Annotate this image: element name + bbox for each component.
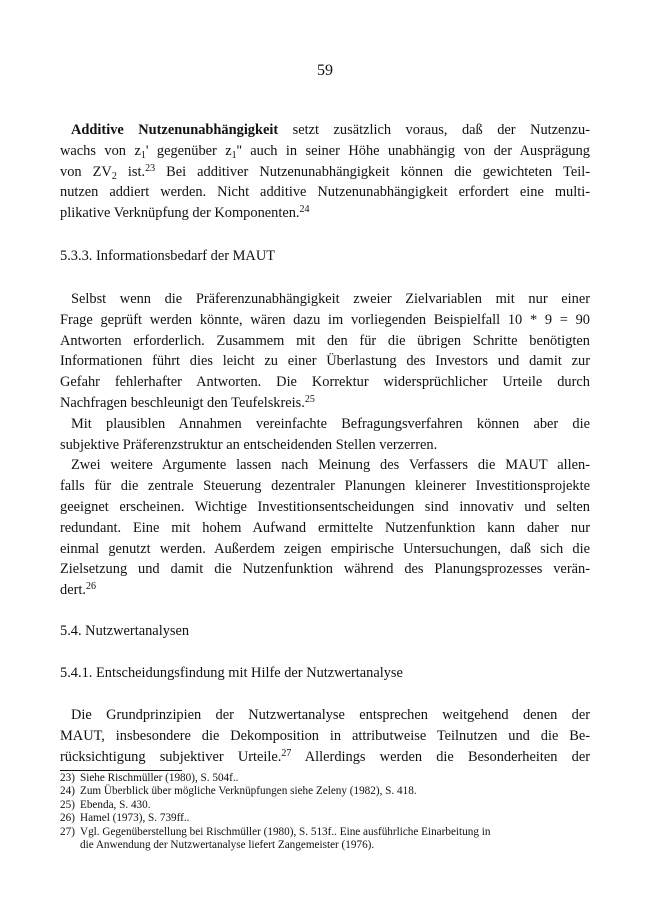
subscript: 1	[231, 149, 237, 161]
text-line: MAUT, insbesondere die Dekomposition in attributweise Teilnutzen und die Be-	[60, 727, 590, 744]
text-span: dert.	[60, 582, 86, 599]
text-line: Mit plausiblen Annahmen vereinfachte Befragungsverfahren können aber die	[71, 415, 590, 432]
text-line: falls für die zentrale Steuerung dezentraler Planungen kleinerer Investitionsprojekte	[60, 478, 590, 495]
text-line: Antworten erforderlich. Zusammem mit den für die übrigen Schritte benötigten	[60, 332, 590, 349]
text-line: subjektive Präferenzstruktur an entscheidenden Stellen verzerren.	[60, 436, 438, 453]
text-line: geeignet erscheinen. Wichtige Investitionsentscheidungen sind innovativ und selten	[60, 498, 590, 515]
text-span: ' gegenüber z	[145, 142, 232, 159]
footnote-separator	[60, 770, 182, 771]
footnote-item	[60, 772, 600, 785]
text-span: plikative Verknüpfung der Komponenten.	[60, 205, 300, 222]
footnote-item	[60, 785, 600, 798]
page-number: 59	[317, 62, 333, 79]
text-line: Frage geprüft werden könnte, wären dazu im vorliegenden Beispielfall 10 * 9 = 90	[60, 311, 590, 328]
footnote-text: Zum Überblick über mögliche Verknüpfungen siehe Zeleny (1982), S. 418.	[80, 785, 417, 798]
paragraph-information-requirements	[60, 289, 590, 601]
text-line: redundant. Eine mit hohem Aufwand ermittelte Nutzenfunktion kann daher nur	[60, 519, 590, 536]
footnote-number: 27)	[60, 825, 75, 838]
text-line: nutzen addiert werden. Nicht additive Nutzenunabhängigkeit erfordert eine multi-	[60, 184, 590, 201]
text-line: Informationen führt dies leicht zu einer Überlastung des Investors und damit zur	[60, 353, 590, 370]
footnote-ref: 25	[304, 393, 315, 405]
footnote-text: Ebenda, S. 430.	[80, 798, 151, 811]
text-span: rücksichtigung subjektiver Urteile.	[60, 748, 282, 765]
text-span: Bei additiver Nutzenunabhängigkeit können die gewichteten Teil-	[155, 163, 590, 180]
section-heading-5-4-1: 5.4.1. Entscheidungsfindung mit Hilfe der Nutzwertanalyse	[60, 665, 403, 681]
text-line	[60, 120, 590, 141]
footnotes-list	[60, 772, 600, 852]
section-heading-5-3-3: 5.3.3. Informationsbedarf der MAUT	[60, 248, 276, 264]
footnote-ref: 23	[145, 162, 156, 174]
footnote-text: Siehe Rischmüller (1980), S. 504f..	[80, 772, 239, 784]
text-line	[60, 141, 590, 162]
text-span: '' auch in seiner Höhe unabhängig von der Ausprägung	[236, 142, 590, 159]
footnote-text-line: Vgl. Gegenüberstellung bei Rischmüller (1980), S. 513f.. Eine ausführliche Einarbeitung in	[80, 825, 491, 838]
paragraph-utility-analysis	[60, 705, 590, 767]
footnote-number: 23)	[60, 772, 75, 784]
subscript: 1	[140, 149, 146, 161]
footnote-item	[60, 812, 600, 825]
text-line: Gefahr fehlerhafter Antworten. Die Korrektur widersprüchlicher Urteile durch	[60, 374, 590, 391]
footnote-number: 26)	[60, 812, 75, 825]
section-heading-5-4: 5.4. Nutzwertanalysen	[60, 623, 190, 639]
footnote-text-line: die Anwendung der Nutzwertanalyse liefert Zangemeister (1976).	[80, 839, 375, 852]
text-span: ist.	[116, 163, 146, 180]
text-span: wachs von z	[60, 142, 141, 159]
footnote-number: 24)	[60, 785, 75, 798]
text-line: Die Grundprinzipien der Nutzwertanalyse entsprechen weitgehend denen der	[71, 707, 590, 723]
text-line: einmal genutzt werden. Außerdem zeigen empirische Untersuchungen, daß sich die	[60, 540, 590, 557]
footnote-text	[80, 826, 600, 853]
bold-term: Additive Nutzenunabhängigkeit	[71, 122, 279, 138]
text-span: Allerdings werden die Besonderheiten der	[291, 748, 591, 765]
paragraph-additive-utility	[60, 120, 590, 224]
footnote-ref: 24	[299, 204, 310, 216]
text-line	[60, 747, 590, 768]
text-line: Selbst wenn die Präferenzunabhängigkeit zweier Zielvariablen mit nur einer	[71, 291, 590, 307]
text-line	[60, 580, 590, 601]
text-line	[60, 393, 590, 414]
text-line	[60, 203, 590, 224]
footnote-number: 25)	[60, 798, 75, 811]
subscript: 2	[111, 170, 117, 182]
text-span: setzt zusätzlich voraus, daß der Nutzenzu-	[278, 122, 591, 138]
text-span: Nachfragen beschleunigt den Teufelskreis.	[60, 394, 305, 411]
text-span: von ZV	[60, 163, 112, 180]
footnote-ref: 27	[281, 747, 292, 759]
footnote-text: Hamel (1973), S. 739ff..	[80, 812, 190, 825]
footnote-item	[60, 799, 600, 812]
text-line	[60, 162, 590, 183]
text-line: Zwei weitere Argumente lassen nach Meinung des Verfassers die MAUT allen-	[71, 457, 590, 474]
footnote-item	[60, 826, 600, 853]
footnote-ref: 26	[85, 581, 96, 593]
text-line: Zielsetzung und damit die Nutzenfunktion während des Planungsprozesses verän-	[60, 561, 590, 578]
